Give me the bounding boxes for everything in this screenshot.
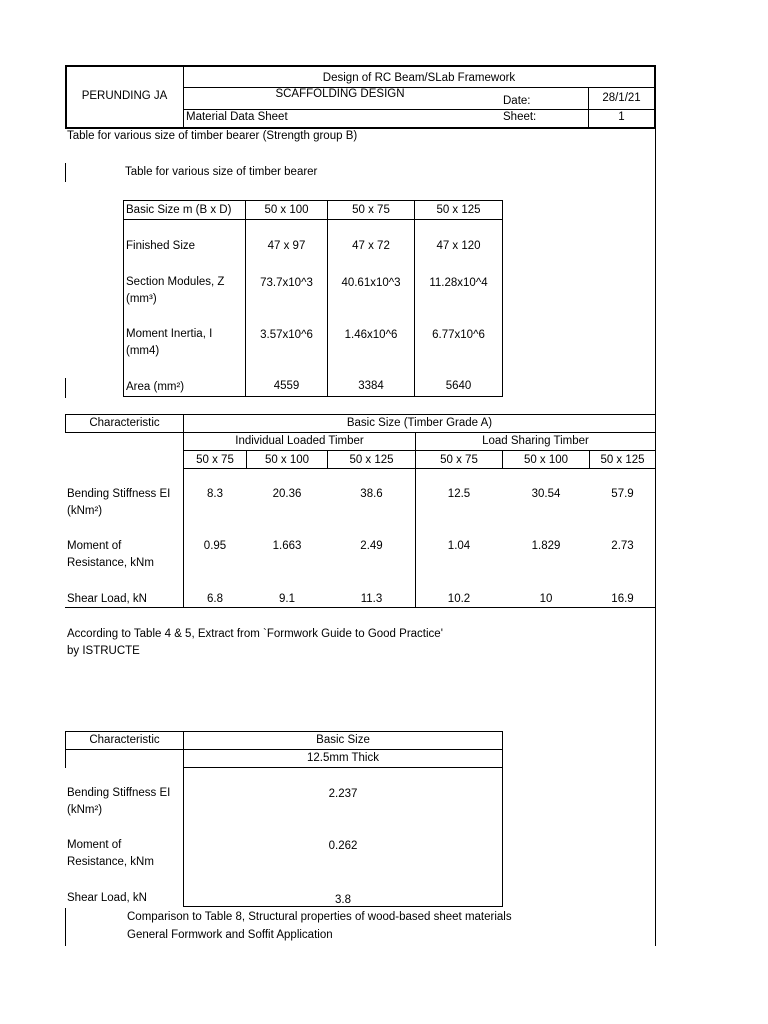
size-header: 50 x 100	[264, 454, 310, 466]
reference-note-line1: According to Table 4 & 5, Extract from `Formwork Guide to Good Practice'	[67, 628, 443, 640]
row-label-finished-size: Finished Size	[126, 240, 196, 252]
table-cell: 20.36	[272, 488, 302, 500]
table-cell: 47 x 72	[352, 240, 390, 252]
table-cell: 73.7x10^3	[260, 277, 313, 289]
row-label-moment-of-resistance: Moment of Resistance, kNm	[67, 540, 154, 569]
table-cell: 3.57x10^6	[260, 329, 313, 341]
table-cell: 38.6	[360, 488, 383, 500]
row-label-shear-load: Shear Load, kN	[67, 593, 147, 605]
characteristic-header: Characteristic	[89, 734, 160, 746]
page-border-right	[655, 128, 656, 946]
size-header: 50 x 75	[196, 454, 234, 466]
size-header: 50 x 75	[440, 454, 478, 466]
group-individual-loaded: Individual Loaded Timber	[235, 435, 364, 447]
table-cell: 2.73	[611, 540, 634, 552]
table-cell: 12.5	[447, 488, 471, 500]
size-header: 50 x 100	[523, 454, 569, 466]
basic-size-header: Basic Size	[316, 734, 370, 746]
size-header: 50 x 125	[600, 454, 645, 466]
company-name: PERUNDING JA	[81, 90, 168, 102]
table-cell: 30.54	[531, 488, 561, 500]
table-cell: 8.3	[207, 488, 223, 500]
table-cell: 3384	[358, 380, 384, 392]
sheet-label: Sheet:	[503, 111, 537, 123]
table-cell: 4559	[273, 380, 300, 392]
table-cell: 1.46x10^6	[344, 329, 398, 341]
table-cell: 1.663	[272, 540, 302, 552]
table-cell: 57.9	[611, 488, 634, 500]
table-cell: 2.237	[328, 788, 358, 800]
row-label-moment-of-resistance: Moment of Resistance, kNm	[67, 839, 154, 868]
row-label-bending-stiffness: Bending Stiffness EI (kNm²)	[67, 488, 171, 517]
table-cell: 1.829	[531, 540, 561, 552]
application-note: General Formwork and Soffit Application	[127, 929, 333, 941]
row-label-area: Area (mm²)	[126, 381, 185, 393]
table-cell: 6.77x10^6	[432, 329, 485, 341]
table-cell: 47 x 120	[436, 240, 481, 252]
table-cell: 2.49	[360, 540, 383, 552]
section1-heading: Table for various size of timber bearer (Strength group B)	[67, 130, 358, 142]
page-border-left-marker-3	[65, 908, 66, 946]
reference-note-line2: by ISTRUCTE	[67, 645, 140, 657]
table-cell: 11.3	[360, 593, 383, 605]
sheet-name: Material Data Sheet	[186, 111, 288, 123]
table-cell: 6.8	[207, 593, 223, 605]
row-label-moment-inertia: Moment Inertia, I (mm4)	[126, 328, 213, 357]
table-cell: 0.95	[203, 540, 227, 552]
group-load-sharing: Load Sharing Timber	[482, 435, 589, 447]
section1-subheading: Table for various size of timber bearer	[125, 166, 318, 178]
document-title: Design of RC Beam/SLab Framework	[322, 72, 516, 84]
table-cell: 40.61x10^3	[341, 277, 401, 289]
row-label-bending-stiffness: Bending Stiffness EI (kNm²)	[67, 787, 171, 816]
page-border-left-marker-2	[65, 378, 66, 398]
table-cell: 5640	[445, 380, 472, 392]
page-border-left-marker-1	[65, 163, 66, 182]
date-label: Date:	[503, 95, 531, 107]
table-cell: 10	[539, 593, 553, 605]
basic-size-header: Basic Size (Timber Grade A)	[346, 417, 493, 429]
document-subtitle: SCAFFOLDING DESIGN	[275, 88, 405, 100]
table-cell: 9.1	[279, 593, 295, 605]
thickness-header: 12.5mm Thick	[306, 752, 379, 764]
date-value: 28/1/21	[602, 92, 641, 104]
table-cell: 16.9	[611, 593, 634, 605]
size-header: 50 x 125	[349, 454, 394, 466]
comparison-note: Comparison to Table 8, Structural properties of wood-based sheet materials	[127, 911, 512, 923]
table-cell: 3.8	[335, 894, 351, 906]
col-header-50x100: 50 x 100	[264, 204, 309, 216]
table-cell: 11.28x10^4	[429, 277, 488, 289]
table-cell: 47 x 97	[267, 240, 306, 252]
col-header-basic-size: Basic Size m (B x D)	[126, 204, 232, 216]
col-header-50x125: 50 x 125	[436, 204, 481, 216]
col-header-50x75: 50 x 75	[352, 204, 390, 216]
table-cell: 0.262	[328, 840, 358, 852]
table-cell: 10.2	[447, 593, 471, 605]
table-cell: 1.04	[447, 540, 471, 552]
row-label-section-modules: Section Modules, Z (mm³)	[126, 276, 225, 305]
row-label-shear-load: Shear Load, kN	[67, 892, 147, 904]
characteristic-header: Characteristic	[89, 417, 160, 429]
sheet-value: 1	[618, 111, 625, 123]
